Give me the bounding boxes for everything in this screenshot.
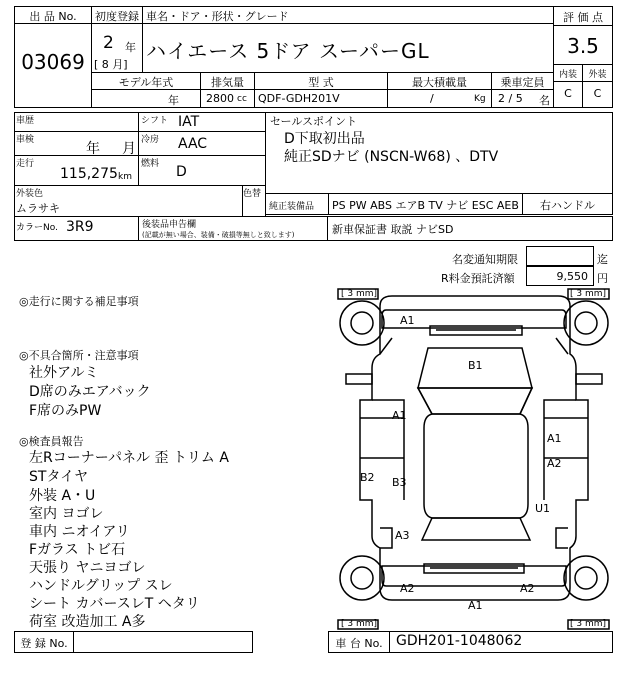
defect-item: F席のみPW [29,403,102,419]
inspector-item: Fガラス トビ石 [29,542,126,558]
car-name: ハイエース 5ドア スーパーGL [146,39,430,63]
inspection-label: 車検 [16,135,35,145]
inspector-title: ◎検査員報告 [19,435,84,448]
rear-window [422,518,530,540]
inspector-item: 天張り ヤニヨゴレ [29,560,146,576]
model-year-unit: 年 [168,94,179,107]
score-value: 3.5 [567,34,599,58]
damage-mark: B3 [392,476,407,489]
sales-point-label: セールスポイント [270,115,358,128]
steering-value: 右ハンドル [540,199,595,212]
recycle-label: R料金預託済額 [441,272,515,285]
inspector-item: ハンドルグリップ スレ [29,578,173,594]
car-name-label: 車名・ドア・形状・グレード [146,10,289,23]
damage-mark: A2 [520,582,535,595]
interior-label: 内装 [558,70,577,80]
reg-month: [ 8 月] [94,58,128,71]
inspection-year-unit: 年 [86,141,100,157]
displacement-label: 排気量 [211,76,244,89]
damage-mark: A1 [547,432,562,445]
inspector-item: 左Rコーナーパネル 歪 トリム A [29,450,229,466]
driving-notes-title: ◎走行に関する補足事項 [19,295,139,308]
tire-tread-boxes [338,289,609,629]
displacement-value: 2800 [206,92,234,105]
left-mirror [346,374,372,384]
vehicle-damage-diagram [336,288,612,630]
max-load-slash: / [430,92,434,105]
damage-mark: A1 [400,314,415,327]
displacement-unit: cc [237,94,247,104]
damage-mark: U1 [535,502,551,515]
damage-mark: B2 [360,471,375,484]
roof [424,414,528,518]
recycle-value: 9,550 [556,270,588,283]
tire-depth-rear-left: [ 3 mm] [341,619,378,629]
lot-label: 出 品 No. [29,10,77,23]
mileage-value: 115,275 [60,166,118,182]
exterior-grade: C [593,87,602,100]
shift-label: シフト [141,116,169,126]
retrofit-note: (記載が無い場合、装備・破損等無しと致します) [142,231,295,239]
lot-number: 03069 [21,50,85,74]
reg-year: 2 [103,33,114,53]
damage-mark: A1 [468,599,483,612]
tire-depth-rear-right: [ 3 mm] [570,619,607,629]
repaint-label: 色替 [243,189,262,199]
inspector-item: 荷室 改造加工 A多 [29,614,146,630]
damage-mark: A3 [395,529,410,542]
ac-value: AAC [178,136,208,152]
ext-color-label: 外装色 [16,189,44,199]
tire-depth-front-right: [ 3 mm] [570,289,607,299]
inspector-item: 外装 A・U [29,488,96,504]
inspector-item: シート カバースレT ヘタリ [29,596,200,612]
sales-point-1: D下取初出品 [284,131,365,147]
name-change-box [526,246,594,266]
inspector-item: 車内 ニオイアリ [29,524,130,540]
type-value: QDF-GDH201V [258,92,340,105]
papers-value: 新車保証書 取説 ナビSD [332,223,454,236]
capacity-unit: 名 [539,94,550,107]
model-year-label: モデル年式 [118,76,174,89]
retrofit-label: 後装品申告欄 [142,220,197,230]
name-change-label: 名変通知期限 [452,253,518,266]
equipment-value: PS PW ABS エアB TV ナビ ESC AEB [332,199,519,212]
reg-no-cell [73,631,253,653]
windshield [418,388,532,414]
tire-depth-front-left: [ 3 mm] [341,289,378,299]
capacity-value: 2 / 5 [498,92,523,105]
damage-mark: B1 [468,359,483,372]
fuel-label: 燃料 [141,159,160,169]
right-mirror [576,374,602,384]
reg-year-unit: 年 [125,41,136,54]
color-no-value: 3R9 [66,219,94,235]
defect-item: D席のみエアバック [29,384,151,400]
sales-point-2: 純正SDナビ (NSCN-W68) 、DTV [284,149,499,165]
defect-item: 社外アルミ [29,365,99,381]
equipment-label: 純正装備品 [269,202,315,212]
chassis-label: 車 台 No. [335,637,383,650]
exterior-label: 外装 [588,70,607,80]
shift-value: IAT [178,114,200,130]
first-reg-label: 初度登録 [95,10,139,23]
inspector-item: STタイヤ [29,469,89,485]
max-load-unit: Kg [474,94,486,104]
recycle-unit: 円 [597,272,608,285]
right-side-panels [544,400,588,500]
defects-title: ◎不具合箇所・注意事項 [19,349,139,362]
type-label: 型 式 [308,76,334,89]
ext-color-value: ムラサキ [16,202,60,215]
inspection-month-unit: 月 [122,141,136,157]
mileage-unit: km [118,172,132,182]
damage-mark: A2 [400,582,415,595]
score-label: 評 価 点 [563,11,603,24]
damage-mark: A1 [392,409,407,422]
body-outline [360,296,588,600]
reg-no-label: 登 録 No. [20,637,68,650]
name-change-unit: 迄 [597,253,608,266]
chassis-value: GDH201-1048062 [396,633,523,649]
damage-mark: A2 [547,457,562,470]
mileage-label: 走行 [16,159,35,169]
inspector-item: 室内 ヨゴレ [29,506,104,522]
ac-label: 冷房 [141,135,160,145]
capacity-label: 乗車定員 [500,76,545,89]
model-year-cell [91,89,201,108]
color-no-label: カラーNo. [16,223,58,233]
history-label: 車歴 [16,116,35,126]
fuel-value: D [176,164,187,180]
interior-grade: C [564,87,572,100]
max-load-label: 最大積載量 [412,76,467,89]
